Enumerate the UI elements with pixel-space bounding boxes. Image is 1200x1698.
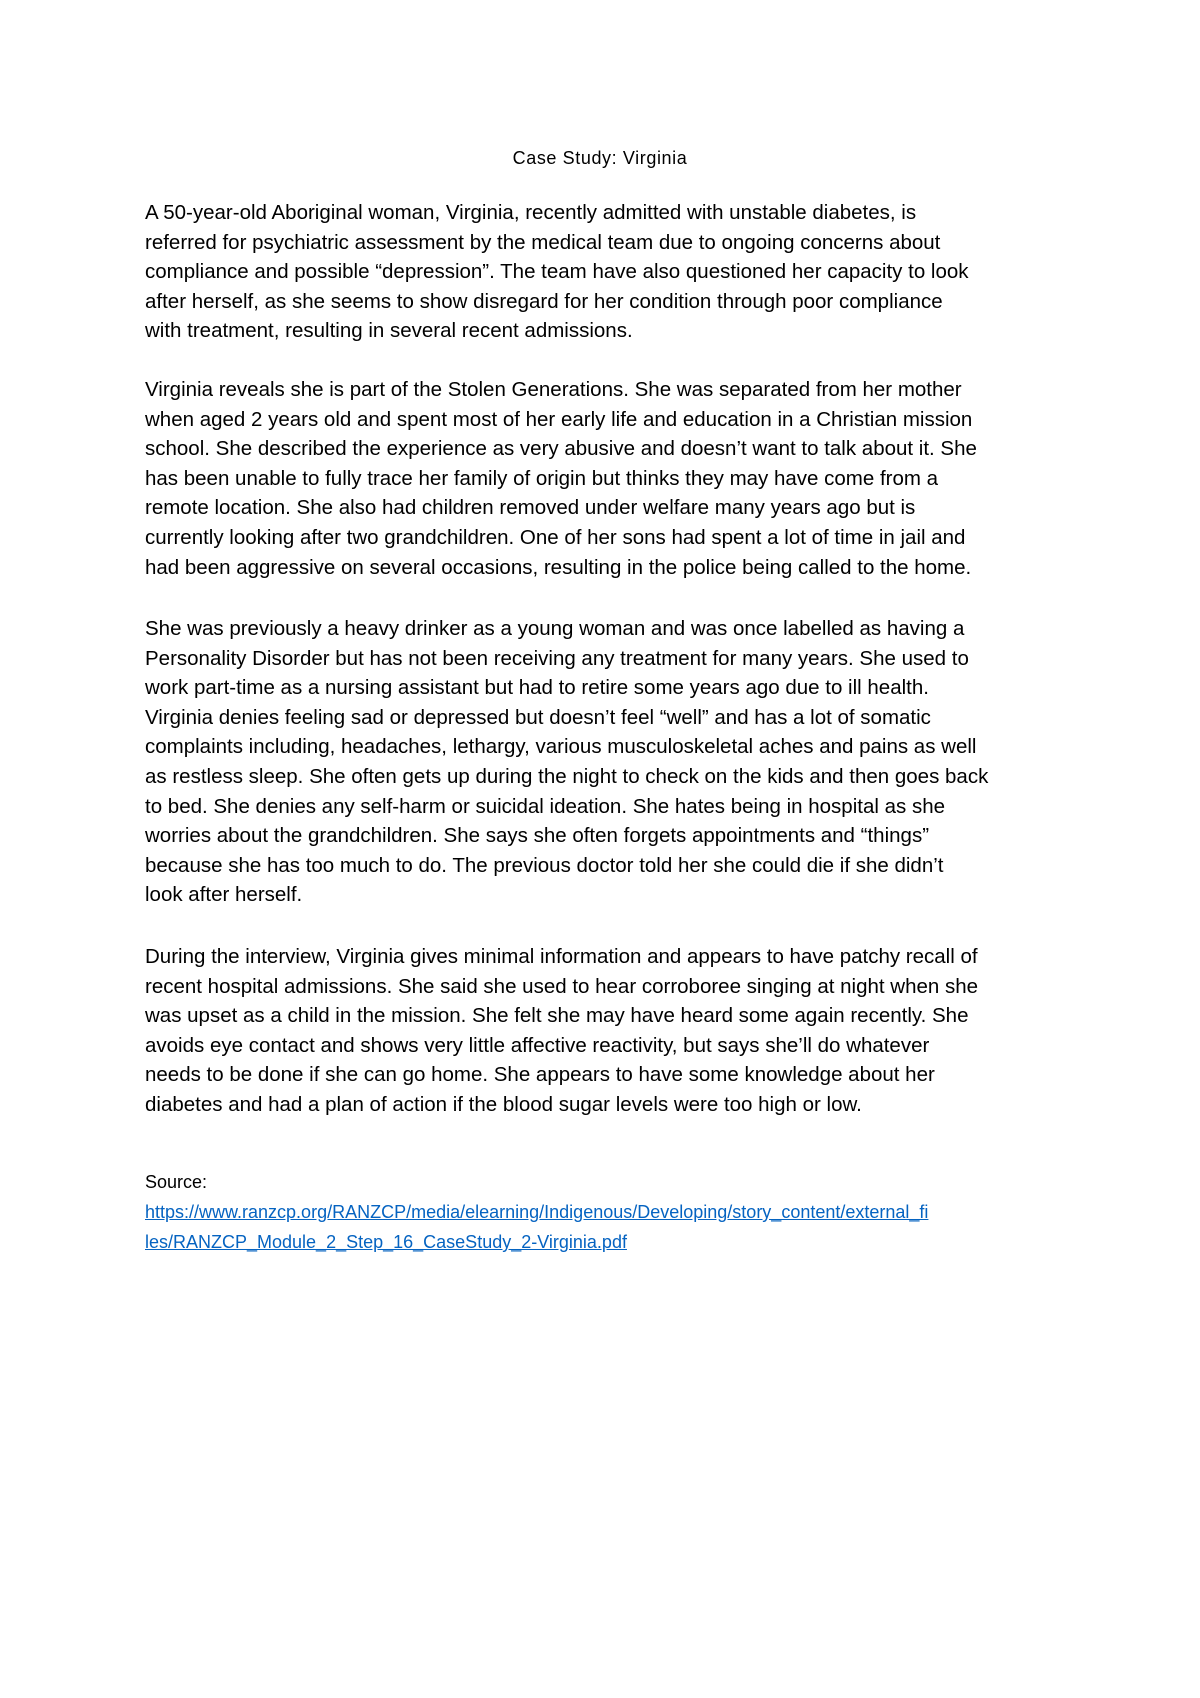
paragraph-line: currently looking after two grandchildren. One of her sons had spent a lot of time in jail and [145,525,966,549]
paragraph-line: avoids eye contact and shows very little affective reactivity, but says she’ll do whatever [145,1033,930,1057]
paragraph-1 [145,198,1065,346]
paragraph-line: referred for psychiatric assessment by the medical team due to ongoing concerns about [145,230,941,254]
paragraph-line: had been aggressive on several occasions, resulting in the police being called to the home. [145,555,972,579]
paragraph-line: recent hospital admissions. She said she used to hear corroboree singing at night when she [145,974,979,998]
paragraph-line: remote location. She also had children removed under welfare many years ago but is [145,496,916,520]
paragraph-3 [145,614,1065,910]
paragraph-line: work part-time as a nursing assistant but had to retire some years ago due to ill health. [145,676,929,700]
paragraph-line: school. She described the experience as very abusive and doesn’t want to talk about it. She [145,437,977,461]
paragraph-line: was upset as a child in the mission. She felt she may have heard some again recently. She [145,1004,969,1028]
paragraph-line: worries about the grandchildren. She says she often forgets appointments and “things” [145,824,930,848]
paragraph-line: look after herself. [145,883,303,907]
paragraph-line: Virginia denies feeling sad or depressed but doesn’t feel “well” and has a lot of somatic [145,705,931,729]
paragraph-line: During the interview, Virginia gives minimal information and appears to have patchy recall of [145,945,978,968]
source-section [145,1167,1065,1257]
paragraph-line: diabetes and had a plan of action if the blood sugar levels were too high or low. [145,1092,862,1116]
paragraph-4 [145,942,1065,1120]
paragraph-line: as restless sleep. She often gets up during the night to check on the kids and then goes back [145,764,989,788]
paragraph-line: needs to be done if she can go home. She appears to have some knowledge about her [145,1063,935,1087]
paragraph-line: when aged 2 years old and spent most of her early life and education in a Christian mission [145,407,973,431]
paragraph-2 [145,375,1065,582]
paragraph-line: Virginia reveals she is part of the Stolen Generations. She was separated from her mother [145,378,962,401]
source-link-line-1[interactable]: https://www.ranzcp.org/RANZCP/media/elearning/Indigenous/Developing/story_content/external_fi [145,1202,929,1222]
paragraph-line: to bed. She denies any self-harm or suicidal ideation. She hates being in hospital as she [145,794,946,818]
paragraph-line: because she has too much to do. The previous doctor told her she could die if she didn’t [145,853,944,877]
source-label: Source: [145,1172,208,1192]
document-title: Case Study: Virginia [512,148,688,168]
paragraph-line: complaints including, headaches, lethargy, various musculoskeletal aches and pains as well [145,735,977,759]
source-link-line-2[interactable]: les/RANZCP_Module_2_Step_16_CaseStudy_2-Virginia.pdf [145,1232,627,1252]
paragraph-line: A 50-year-old Aboriginal woman, Virginia, recently admitted with unstable diabetes, is [145,201,917,224]
paragraph-line: She was previously a heavy drinker as a young woman and was once labelled as having a [145,617,965,640]
paragraph-line: with treatment, resulting in several recent admissions. [145,319,633,343]
paragraph-line: Personality Disorder but has not been receiving any treatment for many years. She used to [145,646,969,670]
paragraph-line: has been unable to fully trace her family of origin but thinks they may have come from a [145,466,939,490]
paragraph-line: after herself, as she seems to show disregard for her condition through poor compliance [145,289,943,313]
paragraph-line: compliance and possible “depression”. The team have also questioned her capacity to look [145,260,969,284]
